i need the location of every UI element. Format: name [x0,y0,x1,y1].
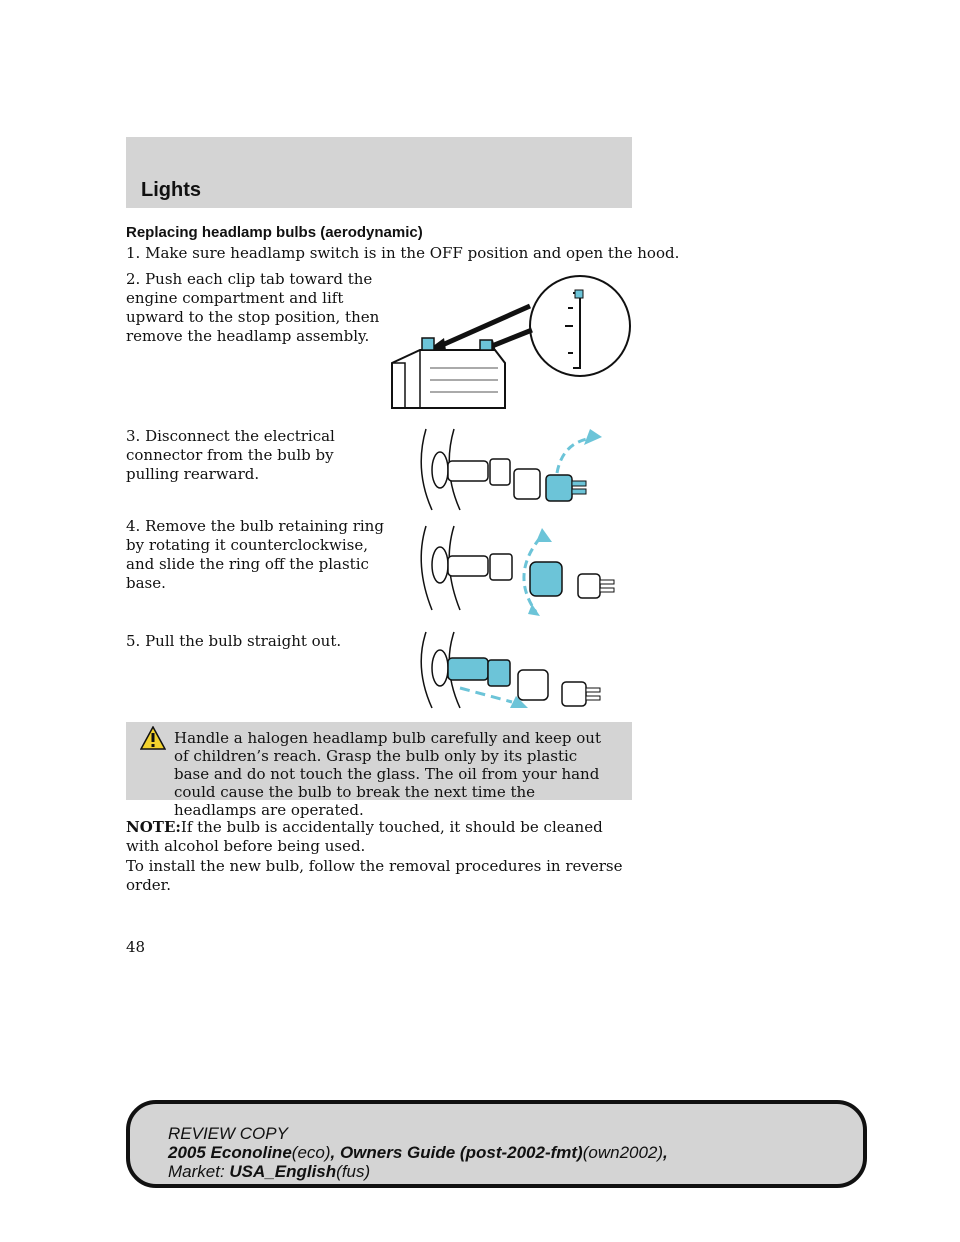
footer-model-code: (eco) [291,1143,331,1162]
disconnect-connector-illustration [412,425,612,515]
step-3: 3. Disconnect the electrical connector from the bulb by pulling rearward. [126,427,335,483]
pull-bulb-illustration [412,628,617,713]
warning-text-content: Handle a halogen headlamp bulb carefully and keep out of children’s reach. Grasp the bulb only by its plastic base and do not touch the glass. The oil from your hand could cause the bulb to break the next time the headlamps are operated. [174,729,601,819]
headlamp-assembly-illustration [380,268,635,418]
section-header-bar [126,137,632,208]
note-label: NOTE: [126,818,181,836]
footer-market-label: Market: [168,1162,230,1181]
warning-text [126,722,616,819]
page-number: 48 [126,938,146,956]
footer-model: 2005 Econoline [168,1143,292,1162]
footer-model-line [168,1143,668,1162]
footer-guide-code: (own2002) [582,1143,664,1162]
install-instruction: To install the new bulb, follow the removal procedures in reverse order. [126,857,623,894]
step-4: 4. Remove the bulb retaining ring by rotating it counterclockwise, and slide the ring off the plastic base. [126,517,384,592]
note-text: If the bulb is accidentally touched, it should be cleaned with alcohol before being used. [126,818,603,855]
procedure-heading: Replacing headlamp bulbs (aerodynamic) [126,224,423,241]
footer-market-line [168,1162,668,1181]
step-1: 1. Make sure headlamp switch is in the OFF position and open the hood. [126,244,680,262]
footer-guide: , Owners Guide (post-2002-fmt) [330,1143,583,1162]
step-5: 5. Pull the bulb straight out. [126,632,342,650]
footer-market-code: (fus) [336,1162,371,1181]
footer-text-block [168,1124,668,1181]
section-title-lights: Lights [141,179,201,201]
footer-market: USA_English [229,1162,337,1181]
review-copy-footer [126,1100,867,1188]
note-paragraph [126,818,632,856]
warning-box [126,722,632,819]
remove-retaining-ring-illustration [412,520,622,620]
footer-comma: , [663,1143,668,1162]
step-2: 2. Push each clip tab toward the engine compartment and lift upward to the stop position, then remove the headlamp assembly. [126,270,380,345]
footer-review-copy: REVIEW COPY [168,1124,288,1143]
